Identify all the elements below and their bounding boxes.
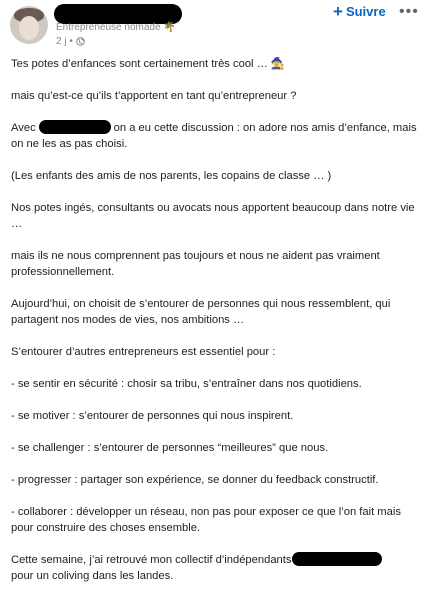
post-paragraph: Aujourd’hui, on choisit de s’entourer de personnes qui nous ressemblent, qui partagent nos modes de vies, nos ambitions …	[11, 298, 391, 326]
post-paragraph: Nos potes ingés, consultants ou avocats nous apportent beaucoup dans notre vie …	[11, 202, 415, 230]
globe-icon	[76, 37, 85, 46]
post-body	[11, 56, 417, 600]
follow-button[interactable]	[333, 1, 386, 21]
author-name-redacted[interactable]	[54, 4, 182, 24]
post-paragraph: - collaborer : développer un réseau, non pas pour exposer ce que l’on fait mais pour construire des choses ensemble.	[11, 506, 401, 534]
author-headline: Entrepreneuse nomade 🌴	[56, 22, 176, 33]
follow-label: Suivre	[345, 4, 386, 19]
redacted-mention[interactable]	[39, 120, 111, 134]
avatar-face	[19, 16, 39, 40]
post-text: on a eu cette discussion : on adore nos amis d’enfance, mais on ne les as pas choisi.	[11, 122, 417, 150]
post-timestamp: 2 j •	[56, 36, 73, 47]
post-paragraph: - se sentir en sécurité : chosir sa tribu, s’entraîner dans nos quotidiens.	[11, 378, 362, 390]
post-text: pour un coliving dans les landes.	[11, 570, 174, 582]
post-paragraph: mais ils ne nous comprennent pas toujours et nous ne aident pas vraiment professionnellement.	[11, 250, 380, 278]
post-paragraph: Tes potes d’enfances sont certainement très cool … 🧙‍♀️	[11, 58, 285, 70]
redacted-mention[interactable]	[292, 552, 382, 566]
post-paragraph	[11, 552, 417, 584]
post-paragraph	[11, 120, 417, 152]
post-paragraph: (Les enfants des amis de nos parents, les copains de classe … )	[11, 170, 332, 182]
post-meta	[56, 36, 85, 47]
more-options-icon[interactable]: •••	[399, 3, 419, 20]
author-avatar[interactable]	[10, 6, 48, 44]
post-paragraph: - se motiver : s’entourer de personnes qui nous inspirent.	[11, 410, 294, 422]
post-paragraph: - progresser : partager son expérience, se donner du feedback constructif.	[11, 474, 379, 486]
post-paragraph: - se challenger : s’entourer de personnes “meilleures” que nous.	[11, 442, 329, 454]
post-header	[0, 0, 427, 52]
post-text: Avec	[11, 122, 36, 134]
plus-icon: +	[333, 1, 343, 21]
post-text: Cette semaine, j’ai retrouvé mon collectif d’indépendants	[11, 554, 292, 566]
post-paragraph: mais qu’est-ce qu’ils t’apportent en tant qu’entrepreneur ?	[11, 90, 297, 102]
post-paragraph: S’entourer d’autres entrepreneurs est essentiel pour :	[11, 346, 276, 358]
